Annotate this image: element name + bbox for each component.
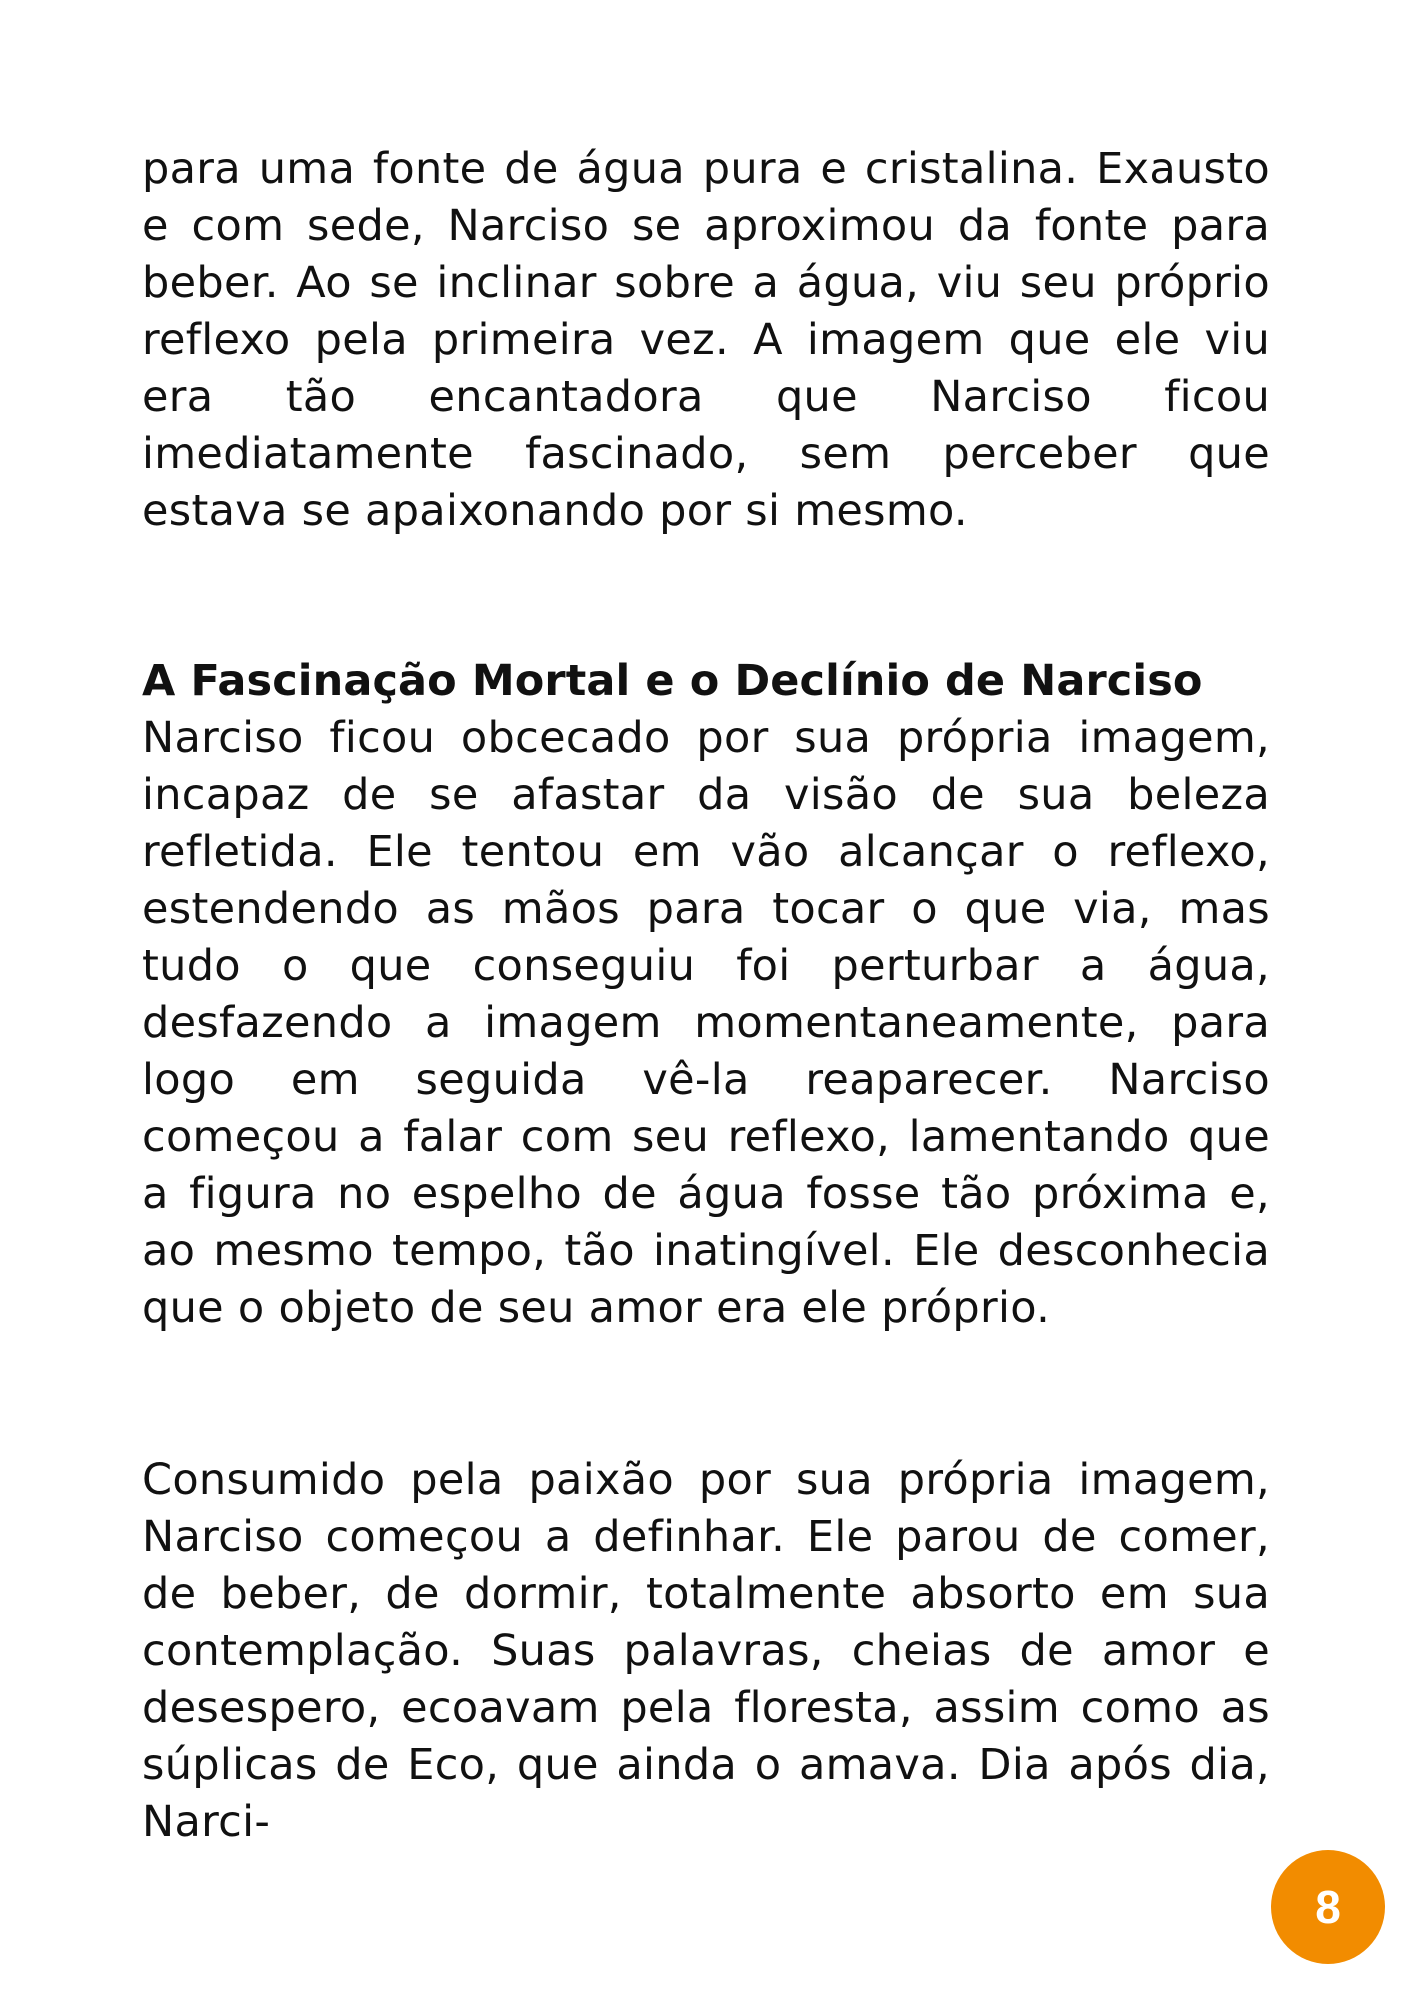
page-number-badge: 8	[1271, 1850, 1385, 1964]
paragraph-intro: para uma fonte de água pura e cristalina. Exausto e com sede, Narciso se aproximou da fonte para beber. Ao se inclinar sobre a água, viu seu próprio reflexo pela primeira vez. A imagem que ele viu era tão encantadora que Narciso ficou imediatamente fascinado, sem perceber que estava se apaixonando por si mesmo.	[142, 144, 1270, 536]
paragraph-decline: Consumido pela paixão por sua própria imagem, Narciso começou a definhar. Ele parou de comer, de beber, de dormir, totalmente absorto em sua contemplação. Suas palavras, cheias de amor e desespero, ecoavam pela floresta, assim como as súplicas de Eco, que ainda o amava. Dia após dia, Narci-	[142, 1455, 1270, 1847]
paragraph-obsession: Narciso ficou obcecado por sua própria imagem, incapaz de se afastar da visão de sua beleza refletida. Ele tentou em vão alcançar o reflexo, estendendo as mãos para tocar o que via, mas tudo o que conseguiu foi perturbar a água, desfazendo a imagem momentaneamente, para logo em seguida vê-la reaparecer. Narciso começou a falar com seu reflexo, lamentando que a figura no espelho de água fosse tão próxima e, ao mesmo tempo, tão inatingível. Ele desconhecia que o objeto de seu amor era ele próprio.	[142, 713, 1270, 1333]
section-heading: A Fascinação Mortal e o Declínio de Narciso	[142, 656, 1203, 706]
